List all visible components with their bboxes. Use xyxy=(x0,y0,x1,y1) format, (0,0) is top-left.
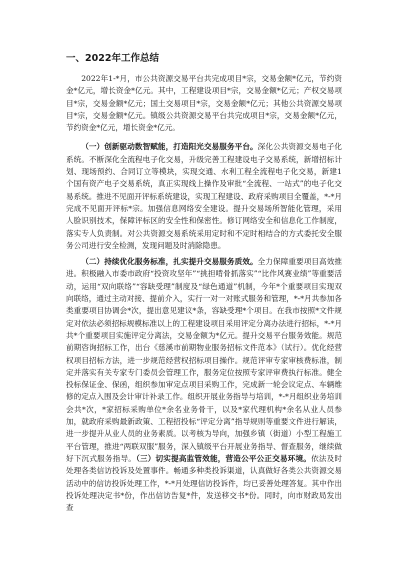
section-2-paragraph xyxy=(66,256,342,514)
section-2-body: 全力保障重要项目高效推进。积极融入市委市政府“投资攻坚年”“挑担啃骨抓落实”“比作风赛业绩”等重要活动，运用“双向联络”“容缺受理”制度及“绿色通道”机制，今年*个重要项目实现双向联络，通过主动对接、提前介入，实行一对一对账式服务和管理，*-*月共参加各类重要项目协调会*次，提出意见建议*条，容缺受理*个项目。在我市按照*文件规定对依法必须招标规模标准以上的工程建设项目采用评定分离办法进行招标，*-*月共*个重要项目实施评定分离法，交易金额为*亿元。提升交易平台服务效能。规范前期咨询招标工作，出台《慈溪市前期物业服务招标文件范本》（试行）。优化经营权项目招标方法，进一步规范经营权招标项目操作。规范评审专家审核费标准，制定并落实有关专家专门委员会管理工作，服务定位按照专家评审费执行标准。健全投标保证金、保函，组织参加审定点项目采购工作，完成新一轮会议定点、车辆维修的定点入围及会计审计补录工作。组织开展业务指导与培训，*-*月组织业务培训会共*次，*家招标采购单位*余名业务骨干，以及*家代理机构*余名从业人员参加，就政府采购最新政策、工程招投标“评定分离”指导规则等重要文件进行解读，进一步提升从业人员的业务素质。以考核为导向，加强乡镇（街道）小型工程施工平台管理，推进“两联双服”服务，深入镇级平台开展业务指导、督查服务，继续做好下沉式服务指导。 xyxy=(66,257,342,463)
section-2-title: （二）持续优化服务标准，扎实提升交易服务质效。 xyxy=(81,257,258,267)
section-1-paragraph xyxy=(66,141,342,252)
summary-paragraph: 2022年1-*月，市公共资源交易平台共完成项目*宗，交易金额*亿元，节约资金*亿元，增长资金*亿元。其中，工程建设项目*宗，交易金额*亿元；产权交易项目*宗，交易金额*亿元；国土交易项目*宗，交易金额*亿元；其他公共资源交易项目*宗，交易金额*亿元。镇级公共资源交易平台共完成项目*宗，交易金额*亿元，节约资金*亿元，增长资金*亿元。 xyxy=(66,74,342,133)
section-3-title: （三）切实提高监管效能，营造公平公正交易环境。 xyxy=(136,453,312,463)
section-heading: 一、2022年工作总结 xyxy=(66,53,159,64)
section-1-title: （一）创新驱动数智赋能，打造阳光交易服务平台。 xyxy=(81,142,258,152)
section-1-body: 深化公共资源交易电子化系统。不断深化全流程电子化交易，升级完善工程建设电子交易系统，新增招标计划、现场预约、合同订立等模块，实现交通、水利工程全流程电子化交易，新建1个国有资产电子交易系统，真正实现线上操作及审批“全流程、一站式”的电子化交易系统。推进不见面开评标系统建设，实现工程建设、政府采购项目全覆盖，*-*月完成不见面开评标*宗。加强信息网络安全建设。提升交易场所智能化管理，采用人脸识别技术，保障评标区的安全性和保密性。修订网络安全和信息化工作制度，落实专人负责制。对公共资源交易系统采用定时和不定时相结合的方式委托安全服务公司进行安全检测，发现问题及时消除隐患。 xyxy=(66,142,342,250)
section-3-body: 依法及时处理各类信访投诉及处置事件。畅通多种类投诉渠道，认真做好各类公共资源交易活动中的信访投诉处理工作，*-*月处理信访投诉件，均已妥善处理答复。其中作出投诉处理决定书*份，作出信访告复*件，发送移交书*份。同时，向市财政局发出查 xyxy=(66,453,343,513)
